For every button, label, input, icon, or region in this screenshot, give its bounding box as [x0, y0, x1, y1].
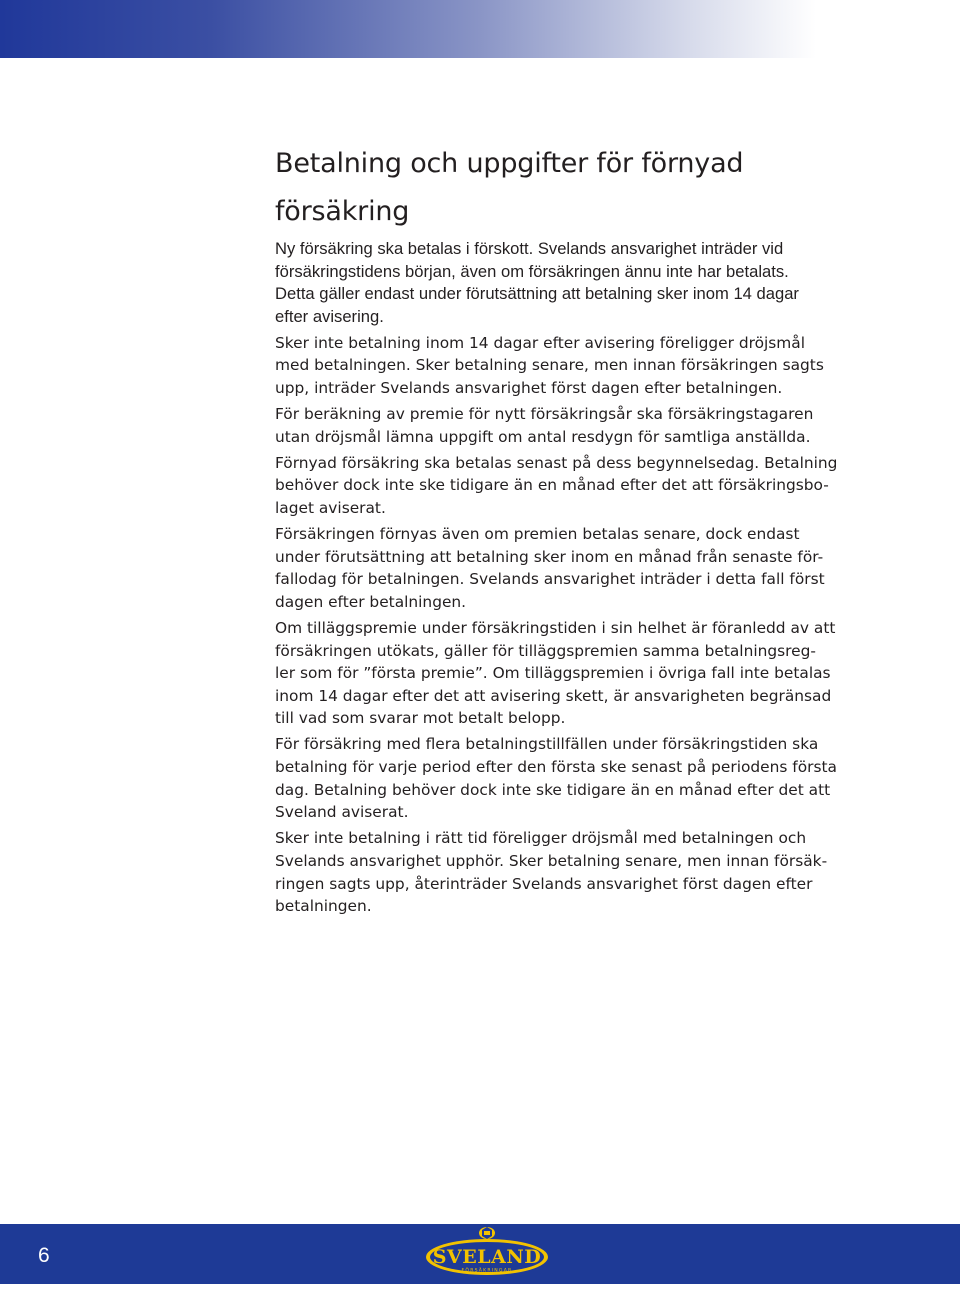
text-line: Om tilläggspremie under försäkringstiden i sin helhet är föranledd av att [275, 619, 836, 637]
sveland-logo-icon [420, 1224, 554, 1282]
text-line: fallodag för betalningen. Svelands ansvarighet inträder i detta fall först [275, 570, 825, 589]
text-line: till vad som svarar mot betalt belopp. [275, 709, 566, 728]
text-line: utan dröjsmål lämna uppgift om antal resdygn för samtliga anställda. [275, 427, 811, 446]
text-line: efter avisering. [275, 306, 384, 326]
text-line: Ny försäkring ska betalas i förskott. Svelands ansvarighet inträder vid [275, 239, 784, 258]
text-line: med betalningen. Sker betalning senare, men innan försäkringen sagts [275, 356, 824, 375]
paragraph [275, 827, 875, 917]
title-line: Betalning och uppgifter för förnyad [275, 148, 744, 179]
svg-text:SVELAND: SVELAND [432, 1246, 542, 1268]
text-line: dagen efter betalningen. [275, 592, 467, 611]
svg-text:FÖRSÄKRINGAR: FÖRSÄKRINGAR [461, 1268, 513, 1274]
paragraph [275, 523, 875, 613]
page-title [275, 140, 875, 236]
text-line: dag. Betalning behöver dock inte ske tidigare än en månad efter det att [275, 780, 831, 799]
text-line: under förutsättning att betalning sker inom en månad från senaste för- [275, 547, 824, 566]
text-line: För försäkring med flera betalningstillfällen under försäkringstiden ska [275, 735, 819, 754]
text-line: laget aviserat. [275, 499, 386, 518]
text-line: försäkringstidens början, även om försäkringen ännu inte har betalats. [275, 261, 789, 281]
text-line: ringen sagts upp, återinträder Svelands ansvarighet först dagen efter [275, 874, 813, 893]
text-line: upp, inträder Svelands ansvarighet först dagen efter betalningen. [275, 379, 783, 398]
paragraph [275, 733, 875, 823]
text-line: försäkringen utökats, gäller för tilläggspremien samma betalningsreg- [275, 641, 816, 660]
text-line: Försäkringen förnyas även om premien betalas senare, dock endast [275, 525, 800, 544]
paragraph [275, 452, 875, 520]
title-line: försäkring [275, 196, 410, 227]
text-line: Sker inte betalning inom 14 dagar efter avisering föreligger dröjsmål [275, 333, 806, 352]
page-number: 6 [38, 1244, 50, 1267]
page-content [275, 140, 875, 921]
text-line: Sveland aviserat. [275, 803, 409, 822]
paragraph [275, 238, 875, 328]
paragraph [275, 403, 875, 448]
header-gradient-band [0, 0, 960, 58]
text-line: betalningen. [275, 897, 372, 916]
text-line: För beräkning av premie för nytt försäkringsår ska försäkringstagaren [275, 405, 814, 424]
text-line: Sker inte betalning i rätt tid föreligger dröjsmål med betalningen och [275, 829, 807, 848]
text-line: Förnyad försäkring ska betalas senast på dess begynnelsedag. Betalning [275, 453, 838, 472]
text-line: betalning för varje period efter den första ske senast på periodens första [275, 758, 837, 777]
text-line: behöver dock inte ske tidigare än en månad efter det att försäkringsbo- [275, 476, 829, 495]
text-line: Detta gäller endast under förutsättning att betalning sker inom 14 dagar [275, 284, 799, 304]
paragraph [275, 617, 875, 730]
paragraph [275, 332, 875, 400]
text-line: inom 14 dagar efter det att avisering skett, är ansvarigheten begränsad [275, 686, 832, 705]
text-line: ler som för ”första premie”. Om tilläggspremien i övriga fall inte betalas [275, 664, 831, 683]
text-line: Svelands ansvarighet upphör. Sker betalning senare, men innan försäk- [275, 851, 828, 870]
